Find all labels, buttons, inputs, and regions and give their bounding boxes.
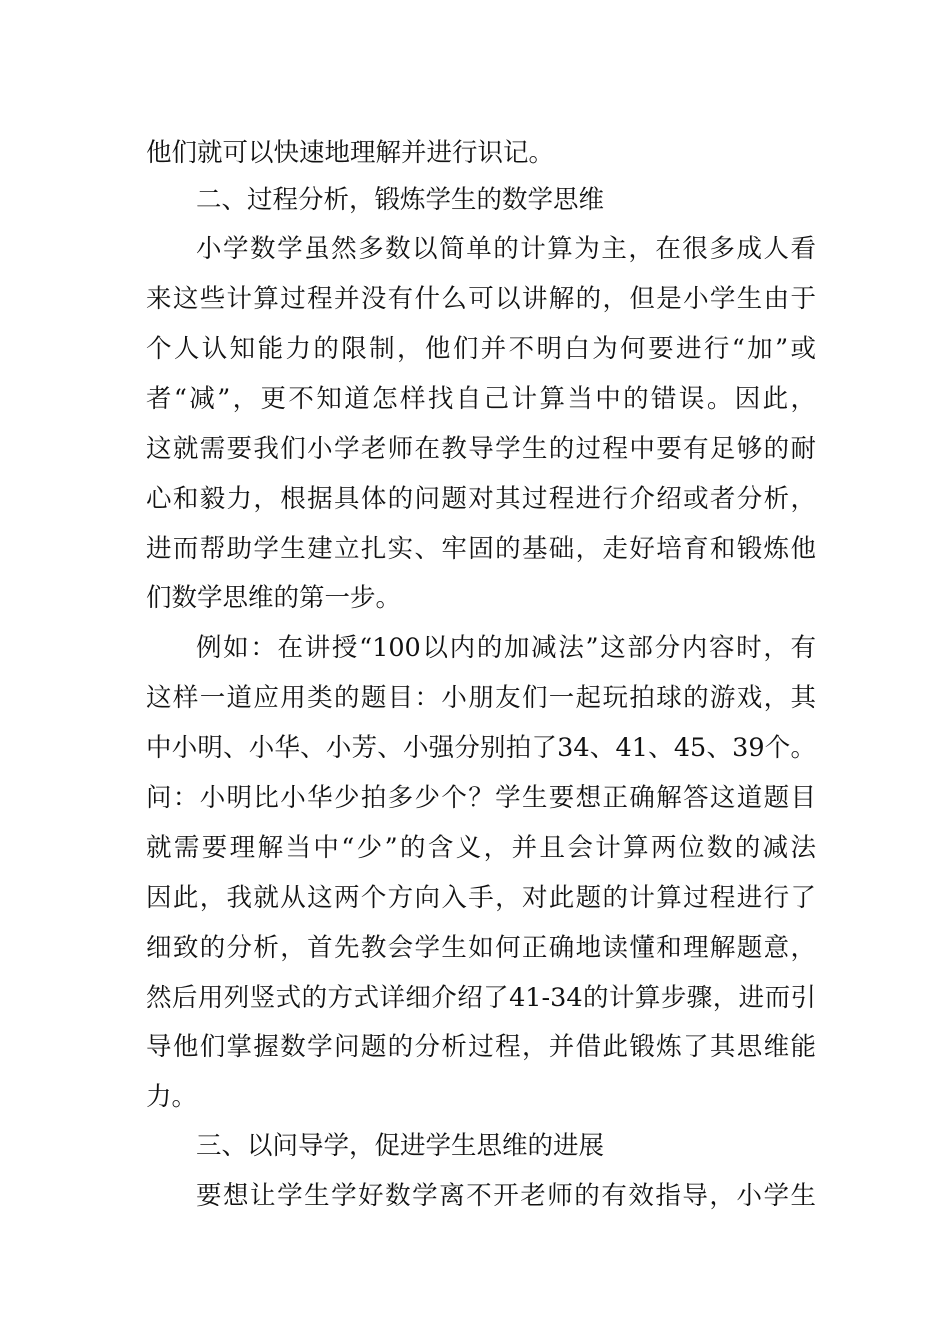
paragraph-line: 他们就可以快速地理解并进行识记。: [146, 138, 555, 168]
paragraph-line: 这样一道应用类的题目：小朋友们一起玩拍球的游戏，其: [146, 683, 816, 713]
paragraph-line: 例如：在讲授“100以内的加减法”这部分内容时，有: [196, 633, 816, 663]
section-heading: 三、以问导学，促进学生思维的进展: [196, 1131, 605, 1161]
paragraph-line: 进而帮助学生建立扎实、牢固的基础，走好培育和锻炼他: [146, 534, 816, 564]
paragraph-line: 这就需要我们小学老师在教导学生的过程中要有足够的耐: [146, 434, 816, 464]
paragraph-line: 心和毅力，根据具体的问题对其过程进行介绍或者分析，: [146, 484, 816, 514]
paragraph-line: 者“减”，更不知道怎样找自己计算当中的错误。因此，: [146, 384, 816, 414]
paragraph-line: 来这些计算过程并没有什么可以讲解的，但是小学生由于: [146, 284, 816, 314]
paragraph-line: 细致的分析，首先教会学生如何正确地读懂和理解题意，: [146, 933, 816, 963]
paragraph-line: 要想让学生学好数学离不开老师的有效指导，小学生: [196, 1181, 816, 1211]
paragraph-line: 导他们掌握数学问题的分析过程，并借此锻炼了其思维能: [146, 1032, 816, 1062]
section-heading: 二、过程分析，锻炼学生的数学思维: [196, 185, 605, 215]
paragraph-line: 们数学思维的第一步。: [146, 583, 402, 613]
paragraph-line: 就需要理解当中“少”的含义，并且会计算两位数的减法: [146, 833, 816, 863]
paragraph-line: 问：小明比小华少拍多少个？学生要想正确解答这道题目: [146, 783, 816, 813]
paragraph-line: 然后用列竖式的方式详细介绍了41-34的计算步骤，进而引: [146, 983, 816, 1013]
paragraph-line: 中小明、小华、小芳、小强分别拍了34、41、45、39个。: [146, 733, 816, 763]
paragraph-line: 小学数学虽然多数以简单的计算为主，在很多成人看: [196, 234, 816, 264]
paragraph-line: 力。: [146, 1082, 198, 1112]
paragraph-line: 因此，我就从这两个方向入手，对此题的计算过程进行了: [146, 883, 816, 913]
paragraph-line: 个人认知能力的限制，他们并不明白为何要进行“加”或: [146, 334, 816, 364]
